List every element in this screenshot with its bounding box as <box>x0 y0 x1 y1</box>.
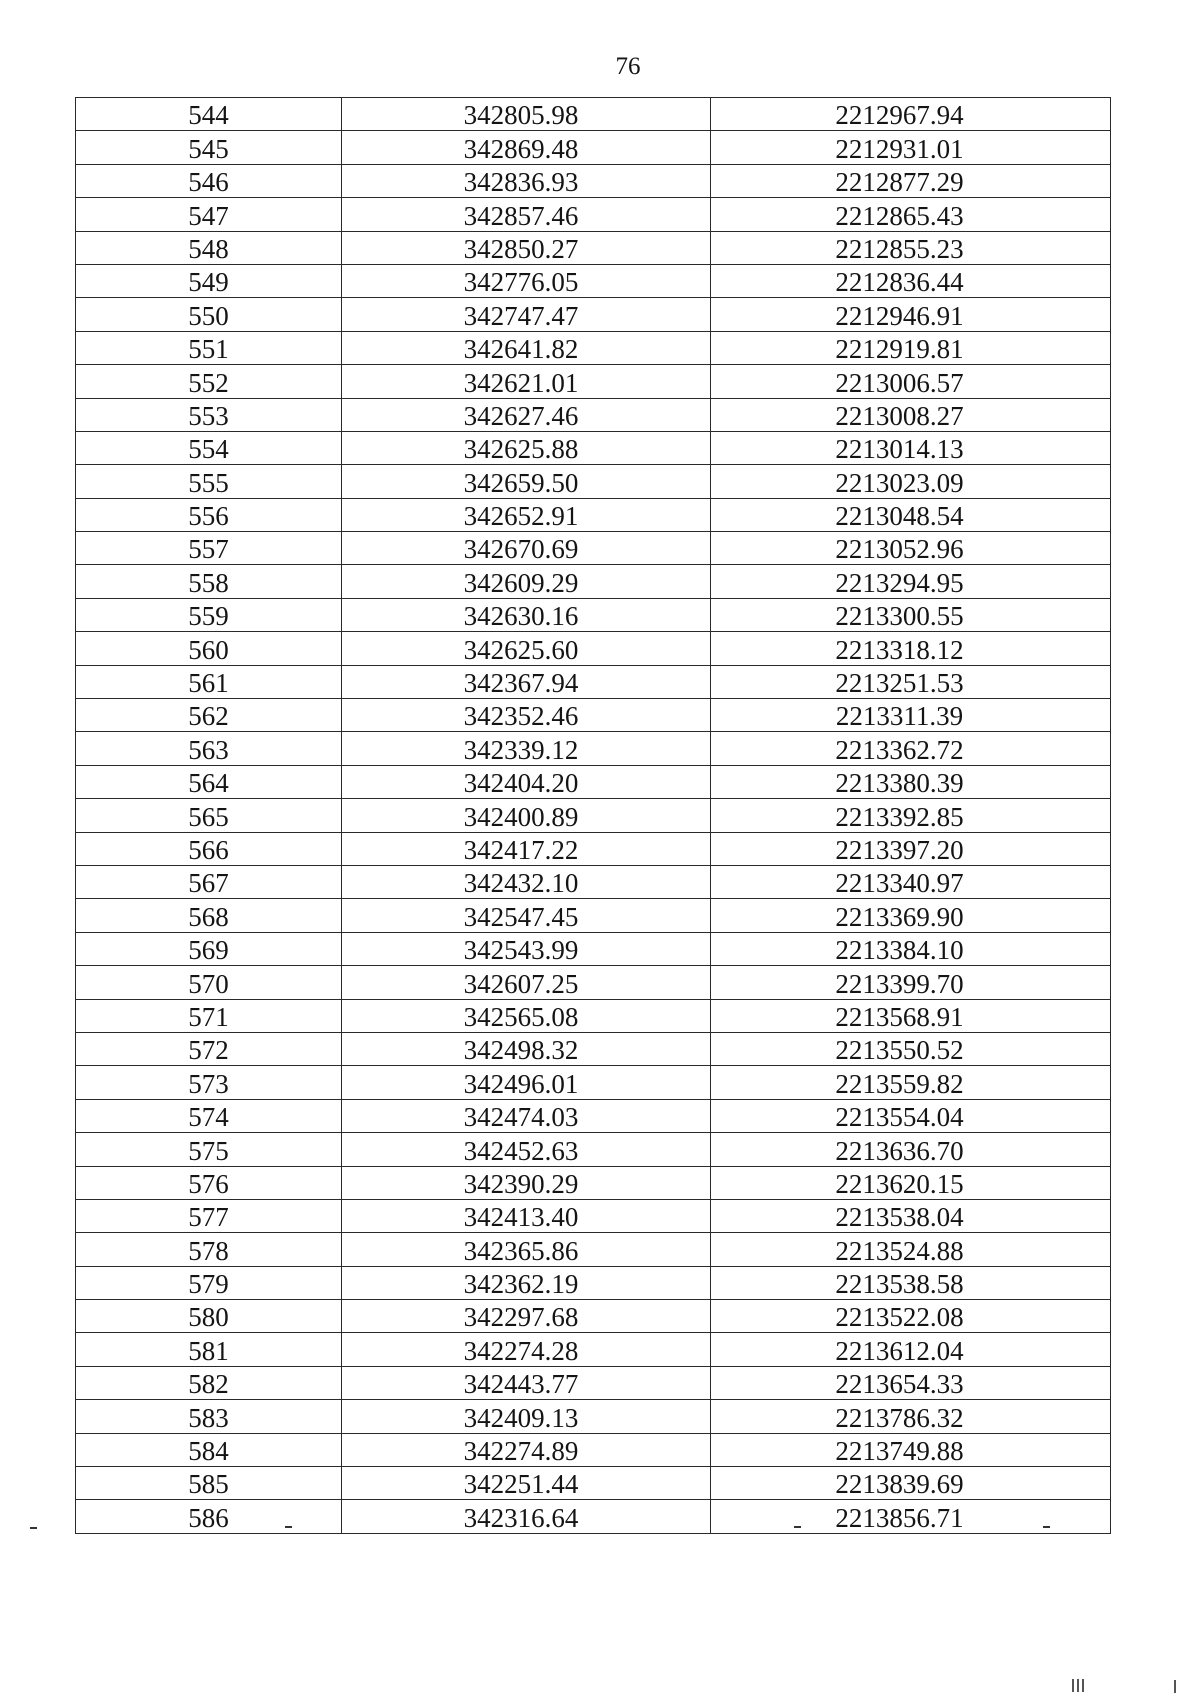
point-number-cell: 579 <box>76 1266 342 1299</box>
table-row <box>76 598 1111 631</box>
scan-mark <box>1174 1680 1176 1693</box>
x-coordinate-cell: 342498.32 <box>342 1032 711 1065</box>
y-coordinate-cell: 2213636.70 <box>711 1133 1111 1166</box>
x-coordinate-cell: 342352.46 <box>342 699 711 732</box>
point-number-cell: 572 <box>76 1032 342 1065</box>
x-coordinate-cell: 342776.05 <box>342 264 711 297</box>
coordinate-table-body <box>76 98 1111 1534</box>
point-number-cell: 560 <box>76 632 342 665</box>
table-row <box>76 1099 1111 1132</box>
y-coordinate-cell: 2212836.44 <box>711 264 1111 297</box>
table-row <box>76 164 1111 197</box>
point-number-cell: 574 <box>76 1099 342 1132</box>
point-number-cell: 566 <box>76 832 342 865</box>
scan-mark <box>1077 1679 1079 1692</box>
x-coordinate-cell: 342747.47 <box>342 298 711 331</box>
x-coordinate-cell: 342547.45 <box>342 899 711 932</box>
point-number-cell: 548 <box>76 231 342 264</box>
point-number-cell: 573 <box>76 1066 342 1099</box>
point-number-cell: 576 <box>76 1166 342 1199</box>
x-coordinate-cell: 342400.89 <box>342 799 711 832</box>
x-coordinate-cell: 342443.77 <box>342 1366 711 1399</box>
x-coordinate-cell: 342316.64 <box>342 1500 711 1533</box>
y-coordinate-cell: 2213522.08 <box>711 1300 1111 1333</box>
table-row <box>76 1233 1111 1266</box>
point-number-cell: 567 <box>76 865 342 898</box>
y-coordinate-cell: 2213369.90 <box>711 899 1111 932</box>
x-coordinate-cell: 342621.01 <box>342 365 711 398</box>
table-row <box>76 799 1111 832</box>
table-row <box>76 665 1111 698</box>
table-row <box>76 1133 1111 1166</box>
y-coordinate-cell: 2212877.29 <box>711 164 1111 197</box>
x-coordinate-cell: 342417.22 <box>342 832 711 865</box>
y-coordinate-cell: 2213318.12 <box>711 632 1111 665</box>
y-coordinate-cell: 2213340.97 <box>711 865 1111 898</box>
y-coordinate-cell: 2213048.54 <box>711 498 1111 531</box>
table-row <box>76 198 1111 231</box>
table-row <box>76 264 1111 297</box>
x-coordinate-cell: 342274.89 <box>342 1433 711 1466</box>
table-row <box>76 98 1111 131</box>
table-row <box>76 732 1111 765</box>
table-row <box>76 765 1111 798</box>
table-row <box>76 865 1111 898</box>
y-coordinate-cell: 2213568.91 <box>711 999 1111 1032</box>
table-row <box>76 365 1111 398</box>
y-coordinate-cell: 2212931.01 <box>711 131 1111 164</box>
x-coordinate-cell: 342607.25 <box>342 966 711 999</box>
point-number-cell: 553 <box>76 398 342 431</box>
table-row <box>76 1500 1111 1533</box>
page-number: 76 <box>615 53 641 80</box>
x-coordinate-cell: 342805.98 <box>342 98 711 131</box>
point-number-cell: 568 <box>76 899 342 932</box>
point-number-cell: 586 <box>76 1500 342 1533</box>
point-number-cell: 558 <box>76 565 342 598</box>
x-coordinate-cell: 342452.63 <box>342 1133 711 1166</box>
point-number-cell: 561 <box>76 665 342 698</box>
point-number-cell: 580 <box>76 1300 342 1333</box>
x-coordinate-cell: 342339.12 <box>342 732 711 765</box>
x-coordinate-cell: 342251.44 <box>342 1467 711 1500</box>
table-row <box>76 331 1111 364</box>
table-row <box>76 899 1111 932</box>
x-coordinate-cell: 342652.91 <box>342 498 711 531</box>
table-row <box>76 999 1111 1032</box>
table-row <box>76 398 1111 431</box>
x-coordinate-cell: 342413.40 <box>342 1199 711 1232</box>
x-coordinate-cell: 342432.10 <box>342 865 711 898</box>
y-coordinate-cell: 2213538.58 <box>711 1266 1111 1299</box>
table-row <box>76 465 1111 498</box>
y-coordinate-cell: 2213008.27 <box>711 398 1111 431</box>
x-coordinate-cell: 342625.60 <box>342 632 711 665</box>
y-coordinate-cell: 2213006.57 <box>711 365 1111 398</box>
y-coordinate-cell: 2213654.33 <box>711 1366 1111 1399</box>
point-number-cell: 555 <box>76 465 342 498</box>
table-row <box>76 1199 1111 1232</box>
x-coordinate-cell: 342609.29 <box>342 565 711 598</box>
point-number-cell: 583 <box>76 1400 342 1433</box>
point-number-cell: 550 <box>76 298 342 331</box>
y-coordinate-cell: 2213300.55 <box>711 598 1111 631</box>
table-row <box>76 932 1111 965</box>
y-coordinate-cell: 2213311.39 <box>711 699 1111 732</box>
x-coordinate-cell: 342630.16 <box>342 598 711 631</box>
y-coordinate-cell: 2213856.71 <box>711 1500 1111 1533</box>
point-number-cell: 549 <box>76 264 342 297</box>
scan-mark <box>794 1526 801 1528</box>
x-coordinate-cell: 342627.46 <box>342 398 711 431</box>
scan-mark <box>30 1527 37 1529</box>
point-number-cell: 551 <box>76 331 342 364</box>
x-coordinate-cell: 342869.48 <box>342 131 711 164</box>
x-coordinate-cell: 342367.94 <box>342 665 711 698</box>
y-coordinate-cell: 2213554.04 <box>711 1099 1111 1132</box>
x-coordinate-cell: 342857.46 <box>342 198 711 231</box>
point-number-cell: 545 <box>76 131 342 164</box>
x-coordinate-cell: 342496.01 <box>342 1066 711 1099</box>
y-coordinate-cell: 2212855.23 <box>711 231 1111 264</box>
y-coordinate-cell: 2212946.91 <box>711 298 1111 331</box>
table-row <box>76 632 1111 665</box>
table-row <box>76 131 1111 164</box>
x-coordinate-cell: 342565.08 <box>342 999 711 1032</box>
y-coordinate-cell: 2213524.88 <box>711 1233 1111 1266</box>
x-coordinate-cell: 342641.82 <box>342 331 711 364</box>
x-coordinate-cell: 342390.29 <box>342 1166 711 1199</box>
table-row <box>76 1400 1111 1433</box>
point-number-cell: 564 <box>76 765 342 798</box>
point-number-cell: 552 <box>76 365 342 398</box>
table-row <box>76 498 1111 531</box>
x-coordinate-cell: 342474.03 <box>342 1099 711 1132</box>
y-coordinate-cell: 2213749.88 <box>711 1433 1111 1466</box>
table-row <box>76 1266 1111 1299</box>
y-coordinate-cell: 2213612.04 <box>711 1333 1111 1366</box>
point-number-cell: 563 <box>76 732 342 765</box>
point-number-cell: 585 <box>76 1467 342 1500</box>
point-number-cell: 547 <box>76 198 342 231</box>
scan-mark <box>285 1526 292 1528</box>
y-coordinate-cell: 2213538.04 <box>711 1199 1111 1232</box>
table-row <box>76 1300 1111 1333</box>
x-coordinate-cell: 342625.88 <box>342 431 711 464</box>
y-coordinate-cell: 2213380.39 <box>711 765 1111 798</box>
table-row <box>76 1366 1111 1399</box>
point-number-cell: 571 <box>76 999 342 1032</box>
point-number-cell: 557 <box>76 532 342 565</box>
x-coordinate-cell: 342362.19 <box>342 1266 711 1299</box>
y-coordinate-cell: 2213397.20 <box>711 832 1111 865</box>
point-number-cell: 584 <box>76 1433 342 1466</box>
table-row <box>76 699 1111 732</box>
y-coordinate-cell: 2213384.10 <box>711 932 1111 965</box>
table-row <box>76 298 1111 331</box>
x-coordinate-cell: 342365.86 <box>342 1233 711 1266</box>
y-coordinate-cell: 2213839.69 <box>711 1467 1111 1500</box>
y-coordinate-cell: 2213052.96 <box>711 532 1111 565</box>
table-row <box>76 1166 1111 1199</box>
x-coordinate-cell: 342543.99 <box>342 932 711 965</box>
point-number-cell: 582 <box>76 1366 342 1399</box>
point-number-cell: 578 <box>76 1233 342 1266</box>
scan-mark <box>1072 1679 1074 1692</box>
y-coordinate-cell: 2213399.70 <box>711 966 1111 999</box>
table-row <box>76 431 1111 464</box>
point-number-cell: 544 <box>76 98 342 131</box>
y-coordinate-cell: 2213362.72 <box>711 732 1111 765</box>
table-row <box>76 565 1111 598</box>
x-coordinate-cell: 342836.93 <box>342 164 711 197</box>
x-coordinate-cell: 342670.69 <box>342 532 711 565</box>
y-coordinate-cell: 2213251.53 <box>711 665 1111 698</box>
y-coordinate-cell: 2213014.13 <box>711 431 1111 464</box>
y-coordinate-cell: 2212865.43 <box>711 198 1111 231</box>
y-coordinate-cell: 2213392.85 <box>711 799 1111 832</box>
table-row <box>76 966 1111 999</box>
x-coordinate-cell: 342659.50 <box>342 465 711 498</box>
x-coordinate-cell: 342409.13 <box>342 1400 711 1433</box>
point-number-cell: 554 <box>76 431 342 464</box>
x-coordinate-cell: 342850.27 <box>342 231 711 264</box>
point-number-cell: 546 <box>76 164 342 197</box>
point-number-cell: 559 <box>76 598 342 631</box>
y-coordinate-cell: 2213786.32 <box>711 1400 1111 1433</box>
y-coordinate-cell: 2212919.81 <box>711 331 1111 364</box>
y-coordinate-cell: 2213294.95 <box>711 565 1111 598</box>
point-number-cell: 577 <box>76 1199 342 1232</box>
table-row <box>76 832 1111 865</box>
x-coordinate-cell: 342274.28 <box>342 1333 711 1366</box>
y-coordinate-cell: 2213620.15 <box>711 1166 1111 1199</box>
point-number-cell: 565 <box>76 799 342 832</box>
point-number-cell: 556 <box>76 498 342 531</box>
table-row <box>76 1433 1111 1466</box>
table-row <box>76 1333 1111 1366</box>
table-row <box>76 1066 1111 1099</box>
point-number-cell: 575 <box>76 1133 342 1166</box>
point-number-cell: 569 <box>76 932 342 965</box>
point-number-cell: 581 <box>76 1333 342 1366</box>
scan-mark <box>1082 1679 1084 1692</box>
table-row <box>76 1032 1111 1065</box>
x-coordinate-cell: 342404.20 <box>342 765 711 798</box>
y-coordinate-cell: 2213559.82 <box>711 1066 1111 1099</box>
point-number-cell: 570 <box>76 966 342 999</box>
y-coordinate-cell: 2213023.09 <box>711 465 1111 498</box>
point-number-cell: 562 <box>76 699 342 732</box>
y-coordinate-cell: 2212967.94 <box>711 98 1111 131</box>
table-row <box>76 1467 1111 1500</box>
table-row <box>76 532 1111 565</box>
scan-mark <box>1043 1526 1050 1528</box>
y-coordinate-cell: 2213550.52 <box>711 1032 1111 1065</box>
x-coordinate-cell: 342297.68 <box>342 1300 711 1333</box>
coordinate-table <box>75 97 1111 1534</box>
table-row <box>76 231 1111 264</box>
